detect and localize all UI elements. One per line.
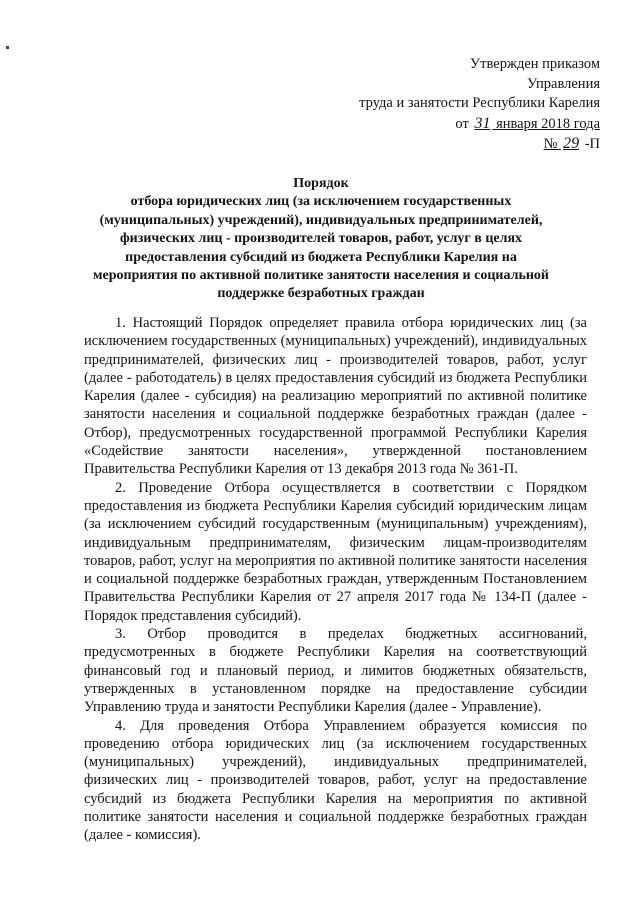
paragraph-3: 3. Отбор проводится в пределах бюджетных ассигнований, предусмотренных в бюджете Республики Карелия на соответствующий финансовый год и плановый период, и лимитов бюджетных обязательств, утвержденных в установленном порядке на предоставление субсидии Управлению труда и занятости Республики Карелия (далее - Управление). (84, 626, 587, 716)
title-line: отбора юридических лиц (за исключением государственных (130, 194, 512, 210)
title-heading: Порядок (293, 176, 349, 191)
date-rest: января 2018 года (492, 115, 600, 132)
scan-mark (6, 46, 9, 49)
title-line: поддержке безработных граждан (217, 286, 425, 302)
approval-date (280, 114, 600, 135)
document-body (84, 314, 587, 845)
approval-line-2: Управления (527, 75, 600, 92)
title-line: мероприятия по активной политике занятости населения и социальной (93, 268, 549, 284)
title-line: предоставления субсидий из бюджета Республики Карелия на (125, 249, 517, 265)
paragraph-1: 1. Настоящий Порядок определяет правила отбора юридических лиц (за исключением государственных (муниципальных) учреждений), индивидуальных предпринимателей, физических лиц - производителей товаров, работ, услуг (далее - работодатель) в целях предоставления субсидий из бюджета Республики Карелия (далее - субсидия) на реализацию мероприятий по активной политике занятости населения и социальной поддержке безработных граждан (далее - Отбор), предусмотренных государственной программой Республики Карелия «Содействие занятости населения», утвержденной постановлением Правительства Республики Карелия от 13 декабря 2013 года № 361-П. (84, 315, 587, 478)
number-prefix: № (543, 136, 562, 152)
date-day-handwritten: 31 (474, 114, 491, 132)
title-line: (муниципальных) учреждений), индивидуальных предпринимателей, (99, 212, 543, 228)
date-prefix: от (455, 115, 473, 132)
title-line: физических лиц - производителей товаров, работ, услуг в целях (119, 231, 523, 247)
paragraph-2: 2. Проведение Отбора осуществляется в соответствии с Порядком предоставления из бюджета Республики Карелия субсидий юридическим лицам (за исключением субсидий государственным (муниципальным) учреждениям), индивидуальным предпринимателям, физическим лицам-производителям товаров, работ, услуг на мероприятия по активной политике занятости населения и социальной поддержке безработных граждан, утвержденным Постановлением Правительства Республики Карелия от 27 апреля 2017 года № 134-П (далее - Порядок представления субсидий). (84, 479, 587, 624)
document-title (86, 175, 556, 304)
number-suffix: -П (581, 136, 600, 152)
approval-line-3: труда и занятости Республики Карелия (359, 95, 600, 111)
approval-number (280, 134, 600, 155)
approval-line-1: Утвержден приказом (469, 56, 600, 72)
approval-stamp (280, 55, 600, 155)
paragraph-4: 4. Для проведения Отбора Управлением образуется комиссия по проведению отбора юридических лиц (за исключением государственных (муниципальных) учреждений), индивидуальных предпринимателей, физических лиц - производителей товаров, работ, услуг на предоставление субсидий из бюджета Республики Карелия на мероприятия по активной политике занятости населения и социальной поддержке безработных граждан (далее - комиссия). (84, 717, 587, 844)
number-handwritten: 29 (563, 135, 580, 152)
